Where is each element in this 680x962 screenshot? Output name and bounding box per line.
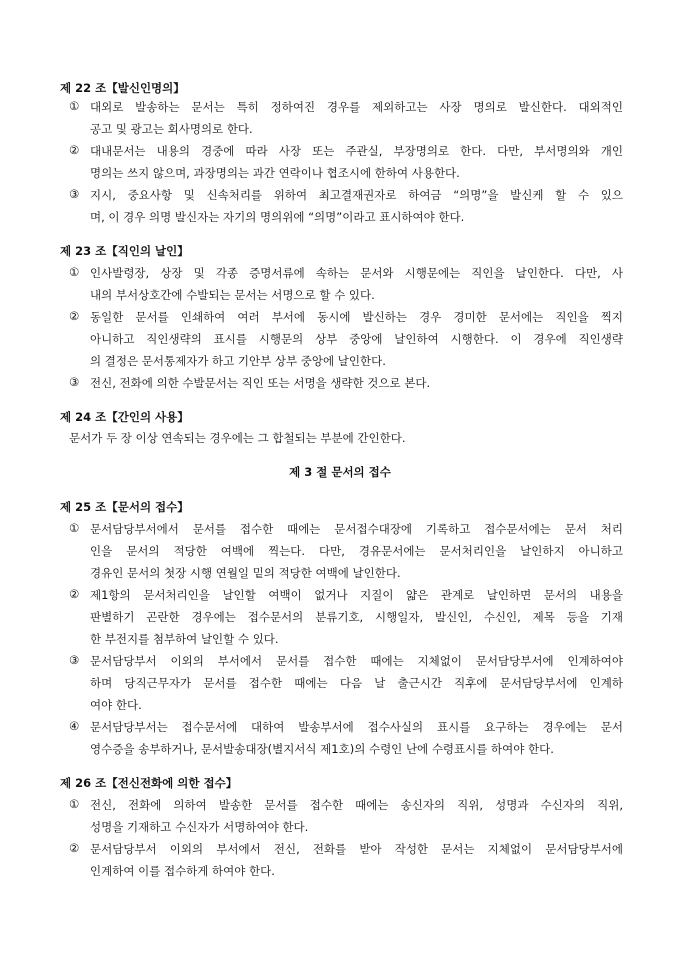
- section-title: 제 3 절 문서의 접수: [289, 465, 391, 479]
- item-line: 인사발령장, 상장 및 각종 증명서류에 속하는 문서와 시행문에는 직인을 날인한다. 다만, 사: [90, 266, 623, 280]
- item-line: 대외로 발송하는 문서는 특히 정하여진 경우를 제외하고는 사장 명의로 발신한다. 대외적인: [90, 100, 623, 114]
- item-line: 며, 이 경우 의명 발신자는 자기의 명의위에 “의명”이라고 표시하여야 한다.: [90, 210, 465, 224]
- item-line: 명의는 쓰지 않으며, 과장명의는 과간 연락이나 협조시에 한하여 사용한다.: [90, 166, 460, 180]
- item-line: 한 부전지를 첨부하여 날인할 수 있다.: [90, 632, 279, 646]
- article-22-heading: 제 22 조【발신인명의】: [60, 81, 185, 95]
- item-line: 문서담당부서 이외의 부서에서 전신, 전화를 받아 작성한 문서는 지체없이 문서담당부서에: [90, 842, 623, 856]
- article-26-heading: 제 26 조【전신전화에 의한 접수】: [60, 776, 238, 790]
- item-mark: ③: [69, 653, 80, 667]
- item-line: 의 결정은 문서통제자가 하고 기안부 상부 중앙에 날인한다.: [90, 354, 386, 368]
- item-line: 문서담당부서에서 문서를 접수한 때에는 문서접수대장에 기록하고 접수문서에는 문서 처리: [90, 522, 623, 536]
- article-24-heading: 제 24 조【간인의 사용】: [60, 410, 189, 424]
- item-mark: ①: [69, 265, 80, 279]
- item-line: 여야 한다.: [90, 698, 142, 712]
- item-line: 전신, 전화에 의한 수발문서는 직인 또는 서명을 생략한 것으로 본다.: [90, 376, 431, 390]
- item-line: 문서담당부서 이외의 부서에서 문서를 접수한 때에는 지체없이 문서담당부서에 인계하여야: [90, 654, 623, 668]
- item-line: 성명을 기재하고 수신자가 서명하여야 한다.: [90, 820, 309, 834]
- item-mark: ②: [69, 841, 80, 855]
- item-line: 인을 문서의 적당한 여백에 찍는다. 다만, 경유문서에는 문서처리인을 날인하지 아니하고: [90, 544, 623, 558]
- article-24-text: 문서가 두 장 이상 연속되는 경우에는 그 합철되는 부분에 간인한다.: [69, 431, 406, 445]
- item-mark: ②: [69, 143, 80, 157]
- article-23-heading: 제 23 조【직인의 날인】: [60, 244, 189, 258]
- item-line: 경유인 문서의 첫장 시행 연월일 밑의 적당한 여백에 날인한다.: [90, 566, 401, 580]
- item-line: 공고 및 광고는 회사명의로 한다.: [90, 122, 253, 136]
- item-mark: ①: [69, 797, 80, 811]
- item-mark: ②: [69, 587, 80, 601]
- item-mark: ①: [69, 99, 80, 113]
- item-line: 전신, 전화에 의하여 발송한 문서를 접수한 때에는 송신자의 직위, 성명과 수신자의 직위,: [90, 798, 623, 812]
- item-line: 동일한 문서를 인쇄하여 여러 부서에 동시에 발신하는 경우 경미한 문서에는 직인을 찍지: [90, 310, 623, 324]
- item-line: 내의 부서상호간에 수발되는 문서는 서명으로 할 수 있다.: [90, 288, 375, 302]
- item-line: 지시, 중요사항 및 신속처리를 위하여 최고결재권자로 하여금 “의명”을 발신케 할 수 있으: [90, 188, 623, 202]
- item-mark: ②: [69, 309, 80, 323]
- item-line: 대내문서는 내용의 경중에 따라 사장 또는 주관실, 부장명의로 한다. 다만, 부서명의와 개인: [90, 144, 623, 158]
- item-mark: ③: [69, 375, 80, 389]
- item-line: 아니하고 직인생략의 표시를 시행문의 상부 중앙에 날인하여 시행한다. 이 경우에 직인생략: [90, 332, 623, 346]
- item-line: 인계하여 이를 접수하게 하여야 한다.: [90, 864, 275, 878]
- item-line: 제1항의 문서처리인을 날인할 여백이 없거나 지질이 얇은 관계로 날인하면 문서의 내용을: [90, 588, 623, 602]
- article-25-heading: 제 25 조【문서의 접수】: [60, 500, 189, 514]
- item-mark: ①: [69, 521, 80, 535]
- item-mark: ④: [69, 719, 80, 733]
- item-line: 판별하기 곤란한 경우에는 접수문서의 분류기호, 시행일자, 발신인, 수신인, 제목 등을 기재: [90, 610, 623, 624]
- item-mark: ③: [69, 187, 80, 201]
- item-line: 영수증을 송부하거나, 문서발송대장(별지서식 제1호)의 수령인 난에 수령표시를 하여야 한다.: [90, 742, 554, 756]
- item-line: 문서담당부서는 접수문서에 대하여 발송부서에 접수사실의 표시를 요구하는 경우에는 문서: [90, 720, 623, 734]
- item-line: 하며 당직근무자가 문서를 접수한 때에는 다음 날 출근시간 직후에 문서담당부서에 인계하: [90, 676, 623, 690]
